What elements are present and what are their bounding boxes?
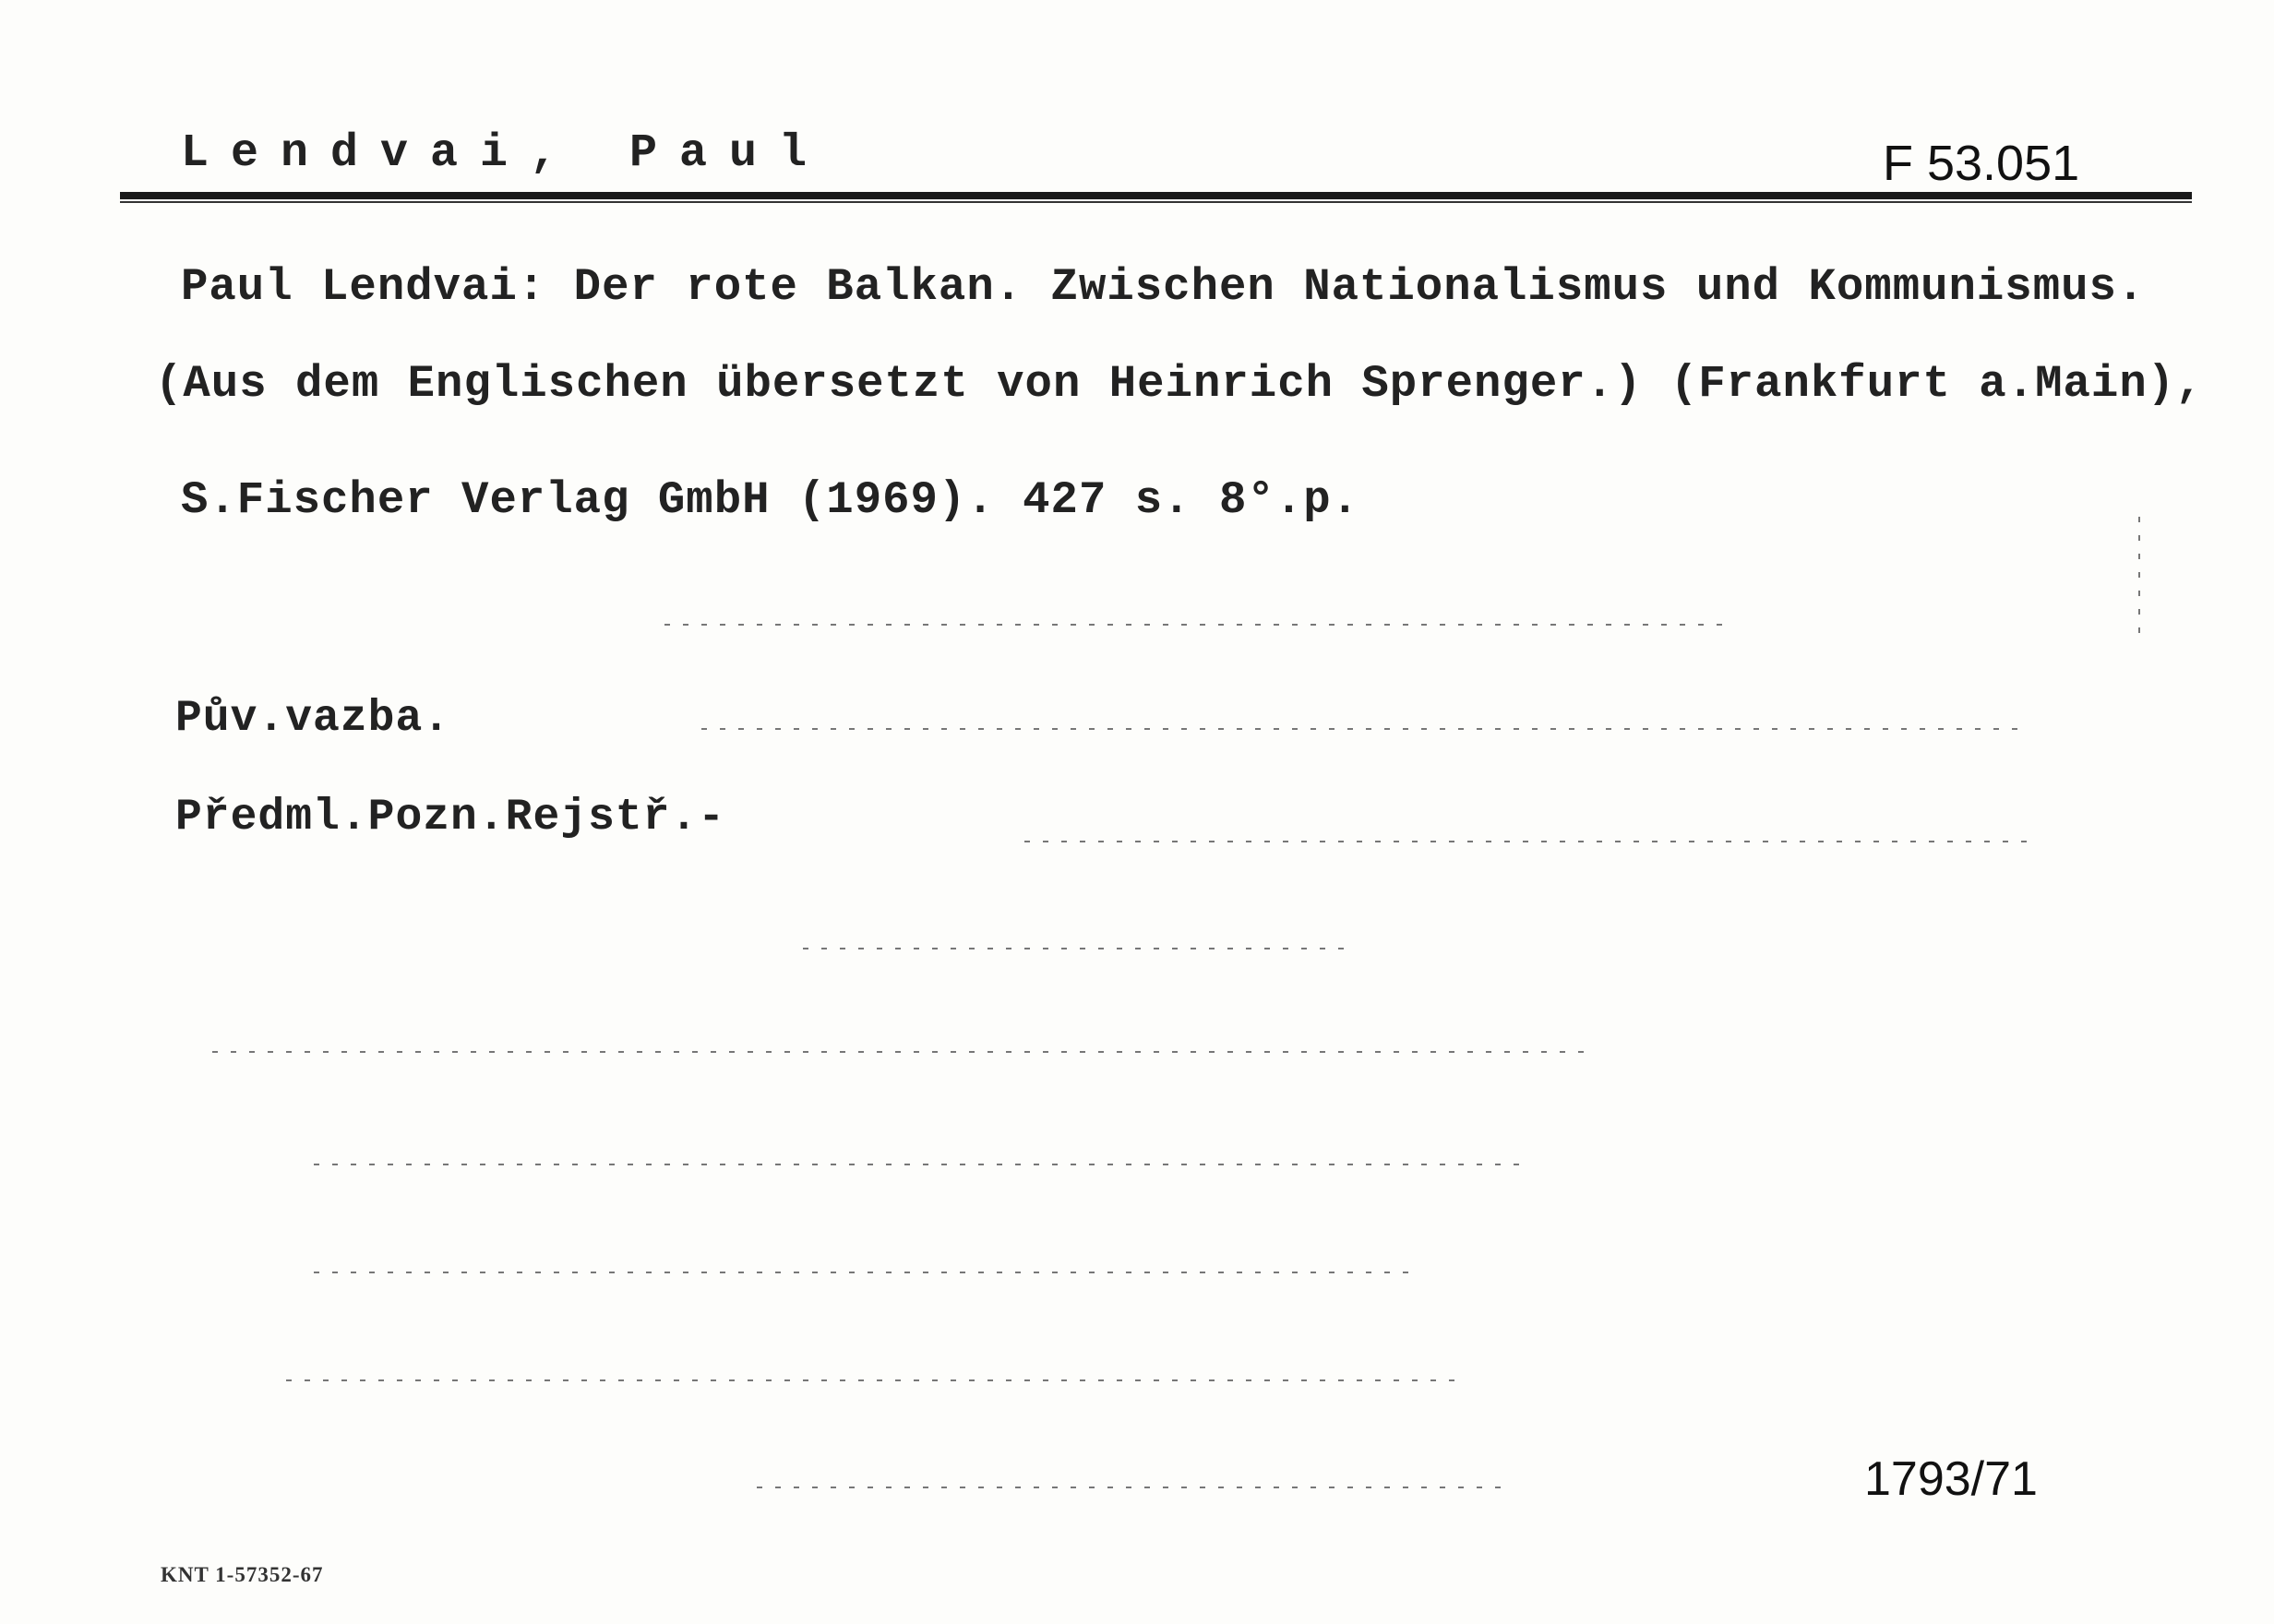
title-line: Paul Lendvai: Der rote Balkan. Zwischen Nationalismus und Kommunismus. [181,261,2146,313]
card-heading [0,0,2274,221]
heading-rule-underline [120,201,2192,203]
printer-mark: KNT 1-57352-67 [161,1563,324,1586]
author-heading: Lendvai, Paul [181,127,830,180]
binding-note: Pův.vazba. [175,694,451,744]
publisher-line: S.Fischer Verlag GmbH (1969). 427 s. 8°.p. [181,474,1360,526]
call-number: F 53.051 [1883,136,2080,191]
heading-rule [120,192,2192,199]
accession-number: 1793/71 [1864,1452,2038,1506]
translation-imprint-line: (Aus dem Englischen übersetzt von Heinrich Sprenger.) (Frankfurt a.Main), [155,358,2204,410]
contents-note: Předml.Pozn.Rejstř.- [175,793,726,842]
